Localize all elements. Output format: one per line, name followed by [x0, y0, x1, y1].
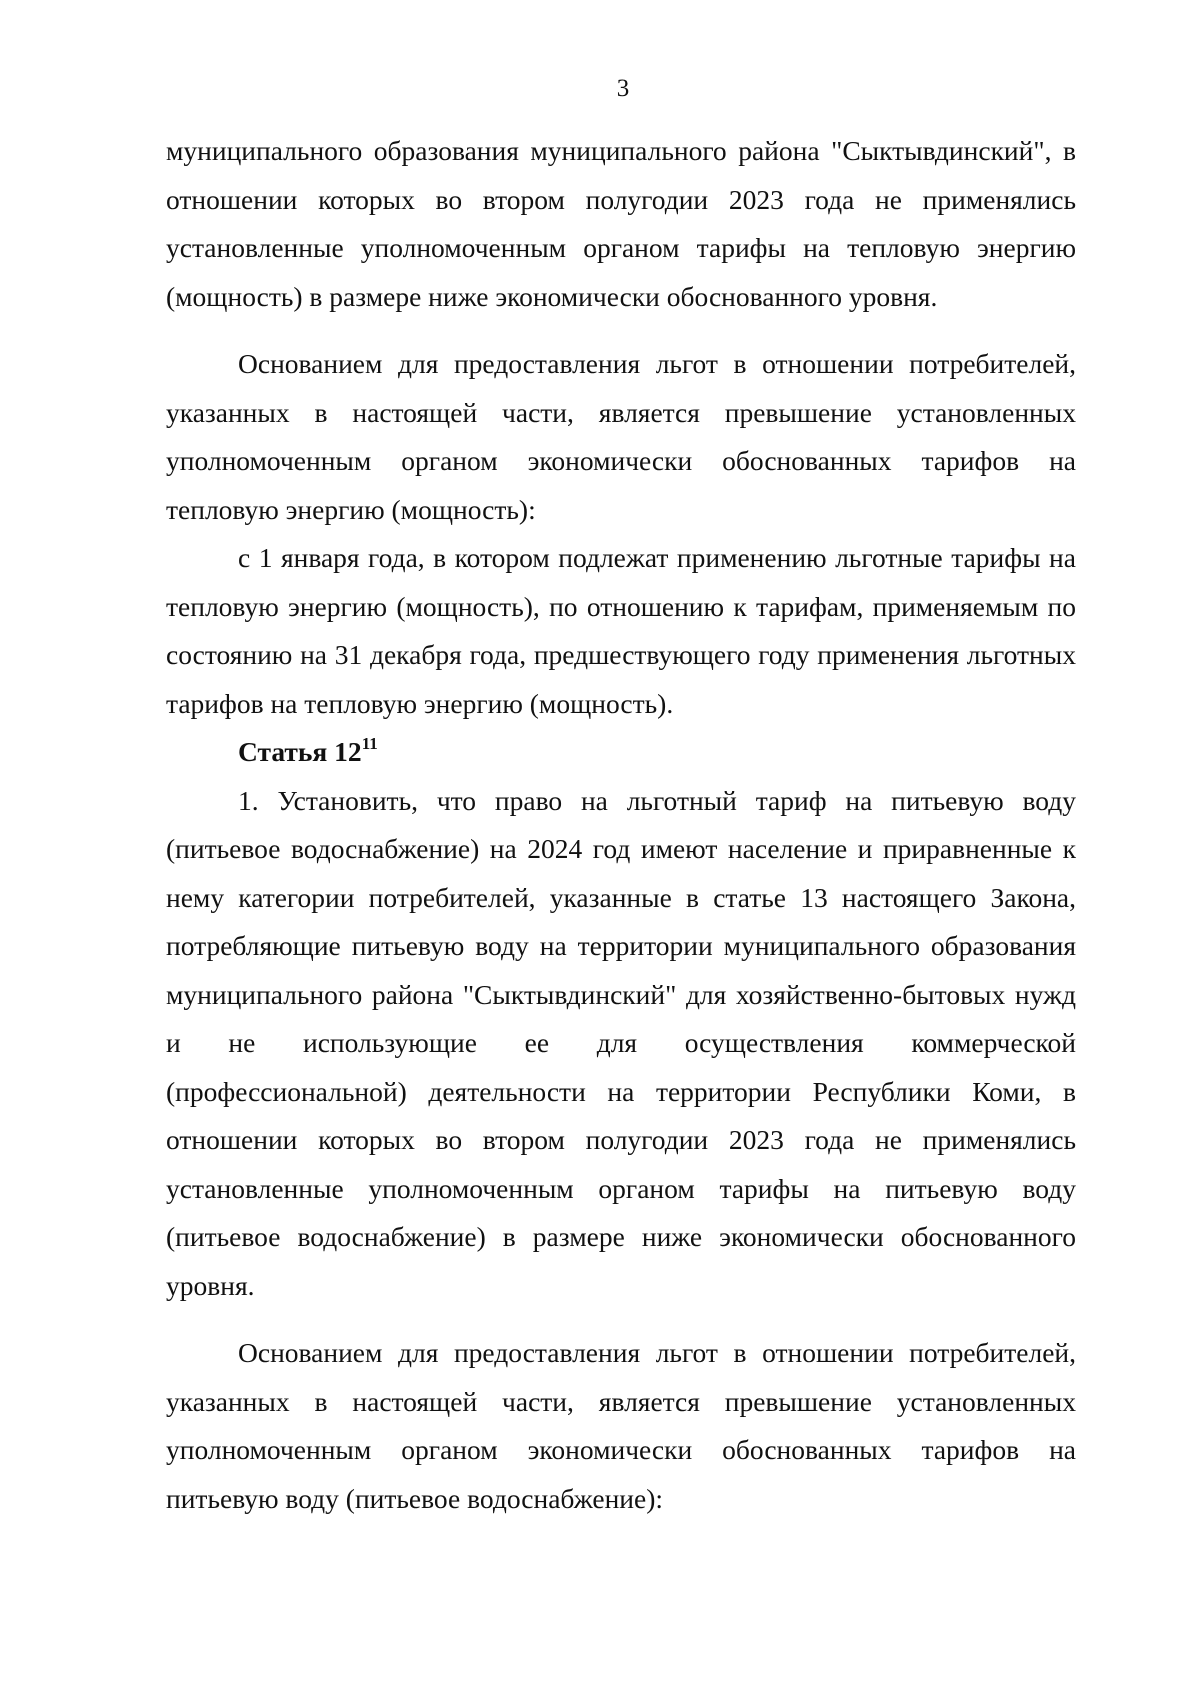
article-superscript: 11	[361, 733, 378, 753]
article-paragraph-basis-water: Основанием для предоставления льгот в отношении потребителей, указанных в настоящей части, является превышение установленных уполномоченным органом экономически обоснованных тарифов на питьевую воду (питьевое водоснабжение):	[166, 1337, 1076, 1514]
article-paragraph-1: 1. Установить, что право на льготный тариф на питьевую воду (питьевое водоснабжение) на 2024 год имеют население и приравненные к нему категории потребителей, указанные в статье 13 настоящего Закона, потребляющие питьевую воду на территории муниципального образования муниципального района "Сыктывдинский" для хозяйственно-бытовых нужд и не использующие ее для осуществления коммерческой (профессиональной) деятельности на территории Республики Коми, в отношении которых во втором полугодии 2023 года не применялись установленные уполномоченным органом тарифы на питьевую воду (питьевое водоснабжение) в размере ниже экономически обоснованного уровня.	[166, 784, 1076, 1301]
document-body	[166, 127, 1076, 1523]
paragraph-continuation: муниципального образования муниципального района "Сыктывдинский", в отношении которых во втором полугодии 2023 года не применялись установленные уполномоченным органом тарифы на тепловую энергию (мощность) в размере ниже экономически обоснованного уровня.	[166, 135, 1076, 312]
paragraph-from-january: с 1 января года, в котором подлежат применению льготные тарифы на тепловую энергию (мощность), по отношению к тарифам, применяемым по состоянию на 31 декабря года, предшествующего году применения льготных тарифов на тепловую энергию (мощность).	[166, 542, 1076, 719]
paragraph-basis-heat: Основанием для предоставления льгот в отношении потребителей, указанных в настоящей части, является превышение установленных уполномоченным органом экономически обоснованных тарифов на тепловую энергию (мощность):	[166, 348, 1076, 525]
article-heading	[166, 728, 1076, 777]
article-title: Статья 12	[238, 736, 362, 767]
page-number: 3	[616, 75, 630, 102]
